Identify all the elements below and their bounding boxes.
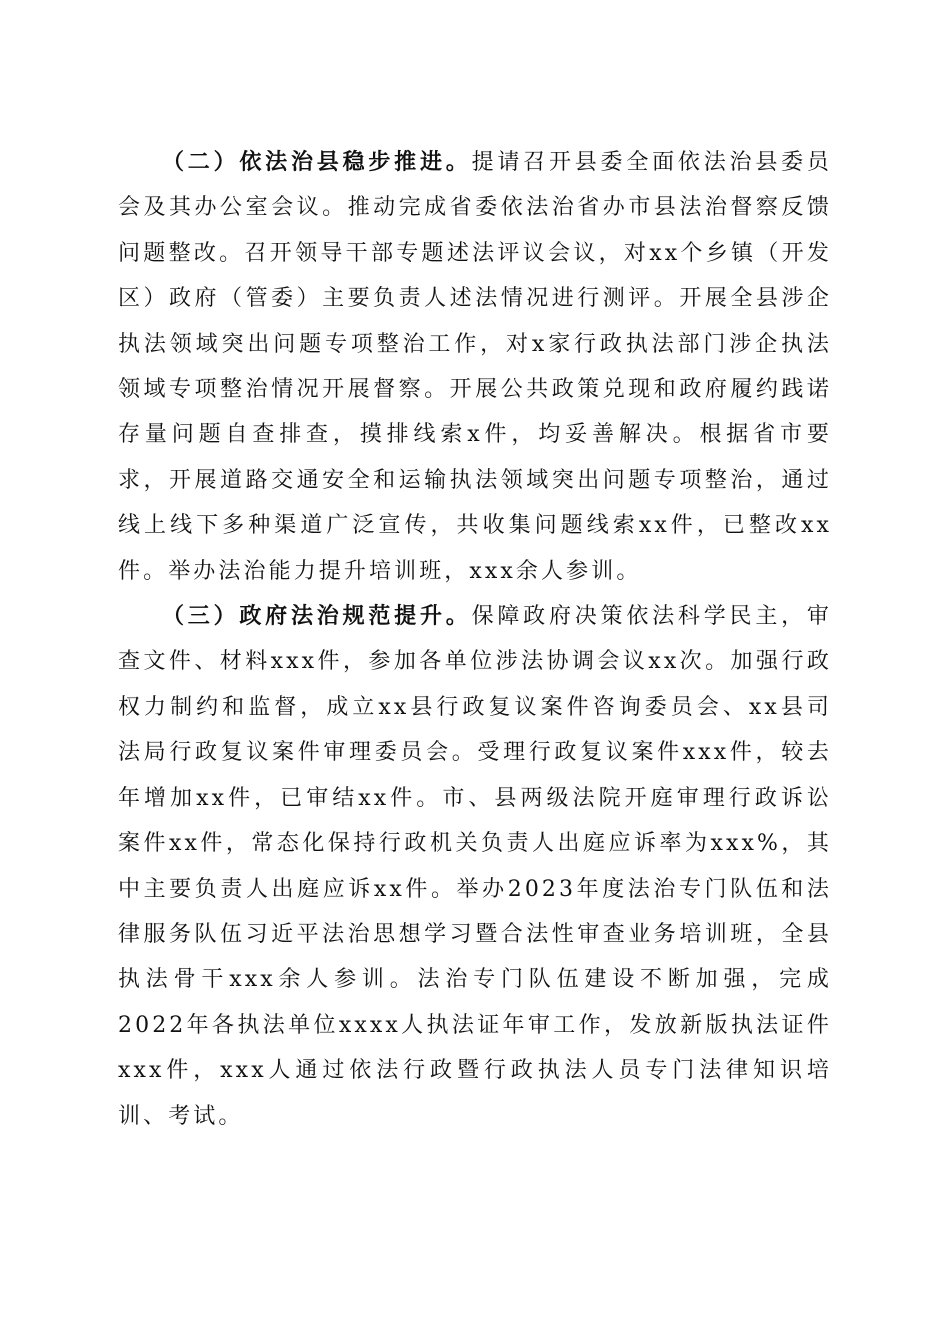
section-body-2: 提请召开县委全面依法治县委员会及其办公室会议。推动完成省委依法治省办市县法治督察反馈问题整改。召开领导干部专题述法评议会议，对xx个乡镇（开发区）政府（管委）主要负责人述法情况进行测评。开展全县涉企执法领域突出问题专项整治工作，对x家行政执法部门涉企执法领域专项整治情况开展督察。开展公共政策兑现和政府履约践诺存量问题自查排查，摸排线索x件，均妥善解决。根据省市要求，开展道路交通安全和运输执法领域突出问题专项整治，通过线上线下多种渠道广泛宣传，共收集问题线索xx件，已整改xx件。举办法治能力提升培训班，xxx余人参训。 <box>118 150 833 584</box>
paragraph-rule-of-law-county <box>118 140 832 594</box>
section-body-3: 保障政府决策依法科学民主，审查文件、材料xxx件，参加各单位涉法协调会议xx次。加强行政权力制约和监督，成立xx县行政复议案件咨询委员会、xx县司法局行政复议案件审理委员会。受理行政复议案件xxx件，较去年增加xx件，已审结xx件。市、县两级法院开庭审理行政诉讼案件xx件，常态化保持行政机关负责人出庭应诉率为xxx%，其中主要负责人出庭应诉xx件。举办2023年度法治专门队伍和法律服务队伍习近平法治思想学习暨合法性审查业务培训班，全县执法骨干xxx余人参训。法治专门队伍建设不断加强，完成2022年各执法单位xxxx人执法证年审工作，发放新版执法证件xxx件，xxx人通过依法行政暨行政执法人员专门法律知识培训、考试。 <box>118 604 833 1129</box>
document-body <box>118 140 832 1139</box>
paragraph-government-rule-of-law <box>118 594 832 1139</box>
section-heading-3: （三）政府法治规范提升。 <box>162 603 472 630</box>
section-heading-2: （二）依法治县稳步推进。 <box>162 149 472 175</box>
